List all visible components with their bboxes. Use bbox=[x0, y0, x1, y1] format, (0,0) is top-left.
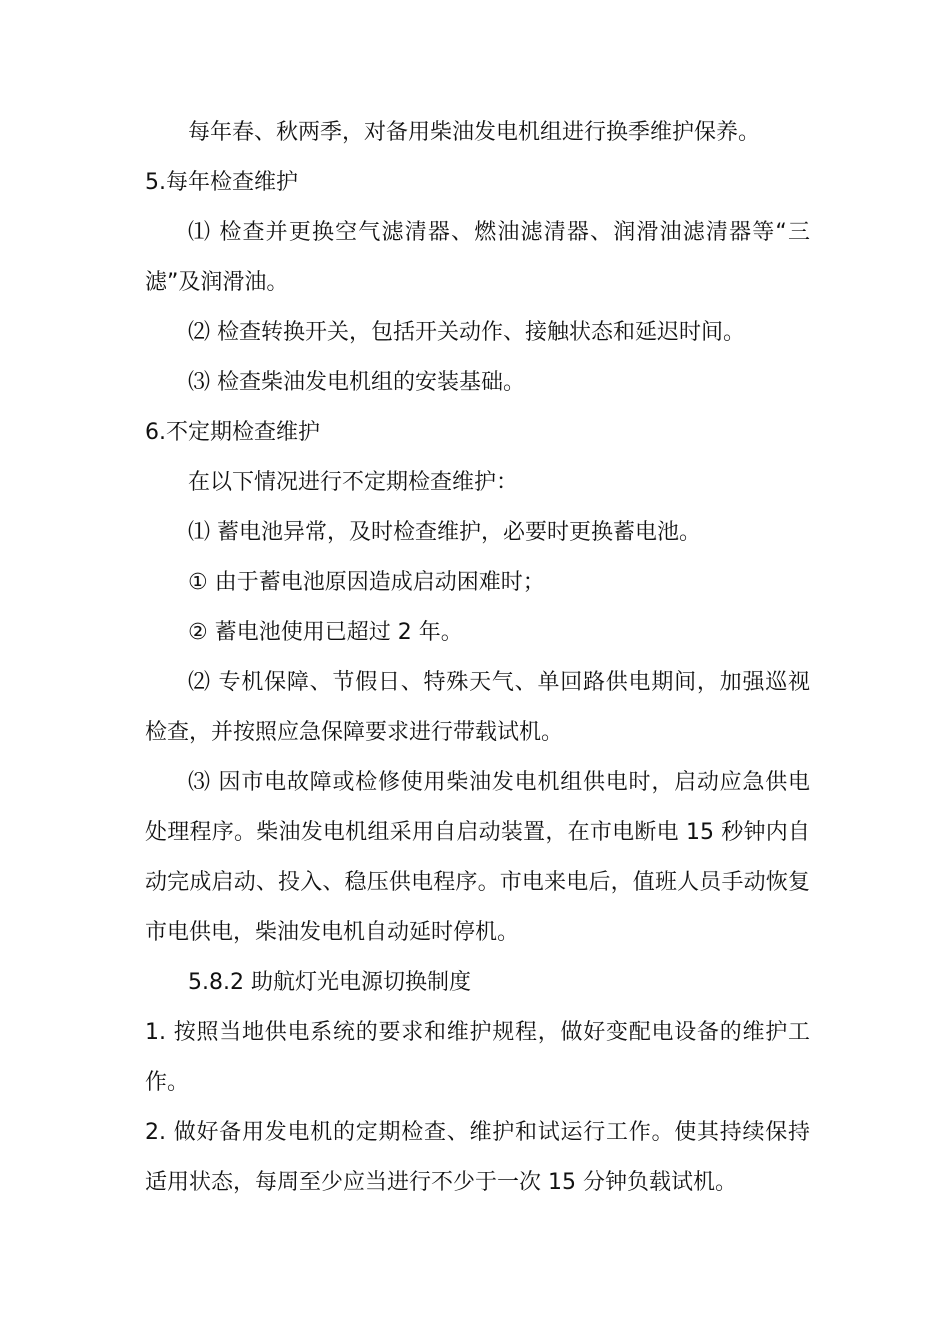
item-mains-failure-line3: 动完成启动、投入、稳压供电程序。市电来电后，值班人员手动恢复 bbox=[145, 870, 810, 895]
subitem-startup-difficulty: ① 由于蓄电池原因造成启动困难时； bbox=[188, 570, 545, 595]
item-special-periods-line2: 检查，并按照应急保障要求进行带载试机。 bbox=[145, 720, 564, 745]
subitem-battery-over-2-years: ② 蓄电池使用已超过 2 年。 bbox=[188, 620, 463, 645]
item-special-periods-line1: ⑵ 专机保障、节假日、特殊天气、单回路供电期间，加强巡视 bbox=[188, 670, 810, 695]
rule-1-line2: 作。 bbox=[145, 1070, 190, 1095]
item-replace-filters-line2: 滤”及润滑油。 bbox=[145, 270, 289, 295]
section-heading-5-8-2: 5.8.2 助航灯光电源切换制度 bbox=[188, 970, 471, 995]
item-replace-filters-line1: ⑴ 检查并更换空气滤清器、燃油滤清器、润滑油滤清器等“三 bbox=[188, 220, 810, 245]
rule-2-line1: 2. 做好备用发电机的定期检查、维护和试运行工作。使其持续保持 bbox=[145, 1120, 810, 1145]
rule-2-line2: 适用状态，每周至少应当进行不少于一次 15 分钟负载试机。 bbox=[145, 1170, 737, 1195]
item-check-transfer-switch: ⑵ 检查转换开关，包括开关动作、接触状态和延迟时间。 bbox=[188, 320, 745, 345]
item-mains-failure-line2: 处理程序。柴油发电机组采用自启动装置，在市电断电 15 秒钟内自 bbox=[145, 820, 810, 845]
item-battery-abnormal: ⑴ 蓄电池异常，及时检查维护，必要时更换蓄电池。 bbox=[188, 520, 701, 545]
paragraph-seasonal-maintenance: 每年春、秋两季，对备用柴油发电机组进行换季维护保养。 bbox=[188, 120, 761, 145]
rule-1-line1: 1. 按照当地供电系统的要求和维护规程，做好变配电设备的维护工 bbox=[145, 1020, 810, 1045]
heading-annual-inspection: 5.每年检查维护 bbox=[145, 170, 298, 195]
paragraph-irregular-intro: 在以下情况进行不定期检查维护： bbox=[188, 470, 519, 495]
heading-irregular-inspection: 6.不定期检查维护 bbox=[145, 420, 320, 445]
item-check-foundation: ⑶ 检查柴油发电机组的安装基础。 bbox=[188, 370, 525, 395]
item-mains-failure-line4: 市电供电，柴油发电机自动延时停机。 bbox=[145, 920, 520, 945]
item-mains-failure-line1: ⑶ 因市电故障或检修使用柴油发电机组供电时，启动应急供电 bbox=[188, 770, 810, 795]
